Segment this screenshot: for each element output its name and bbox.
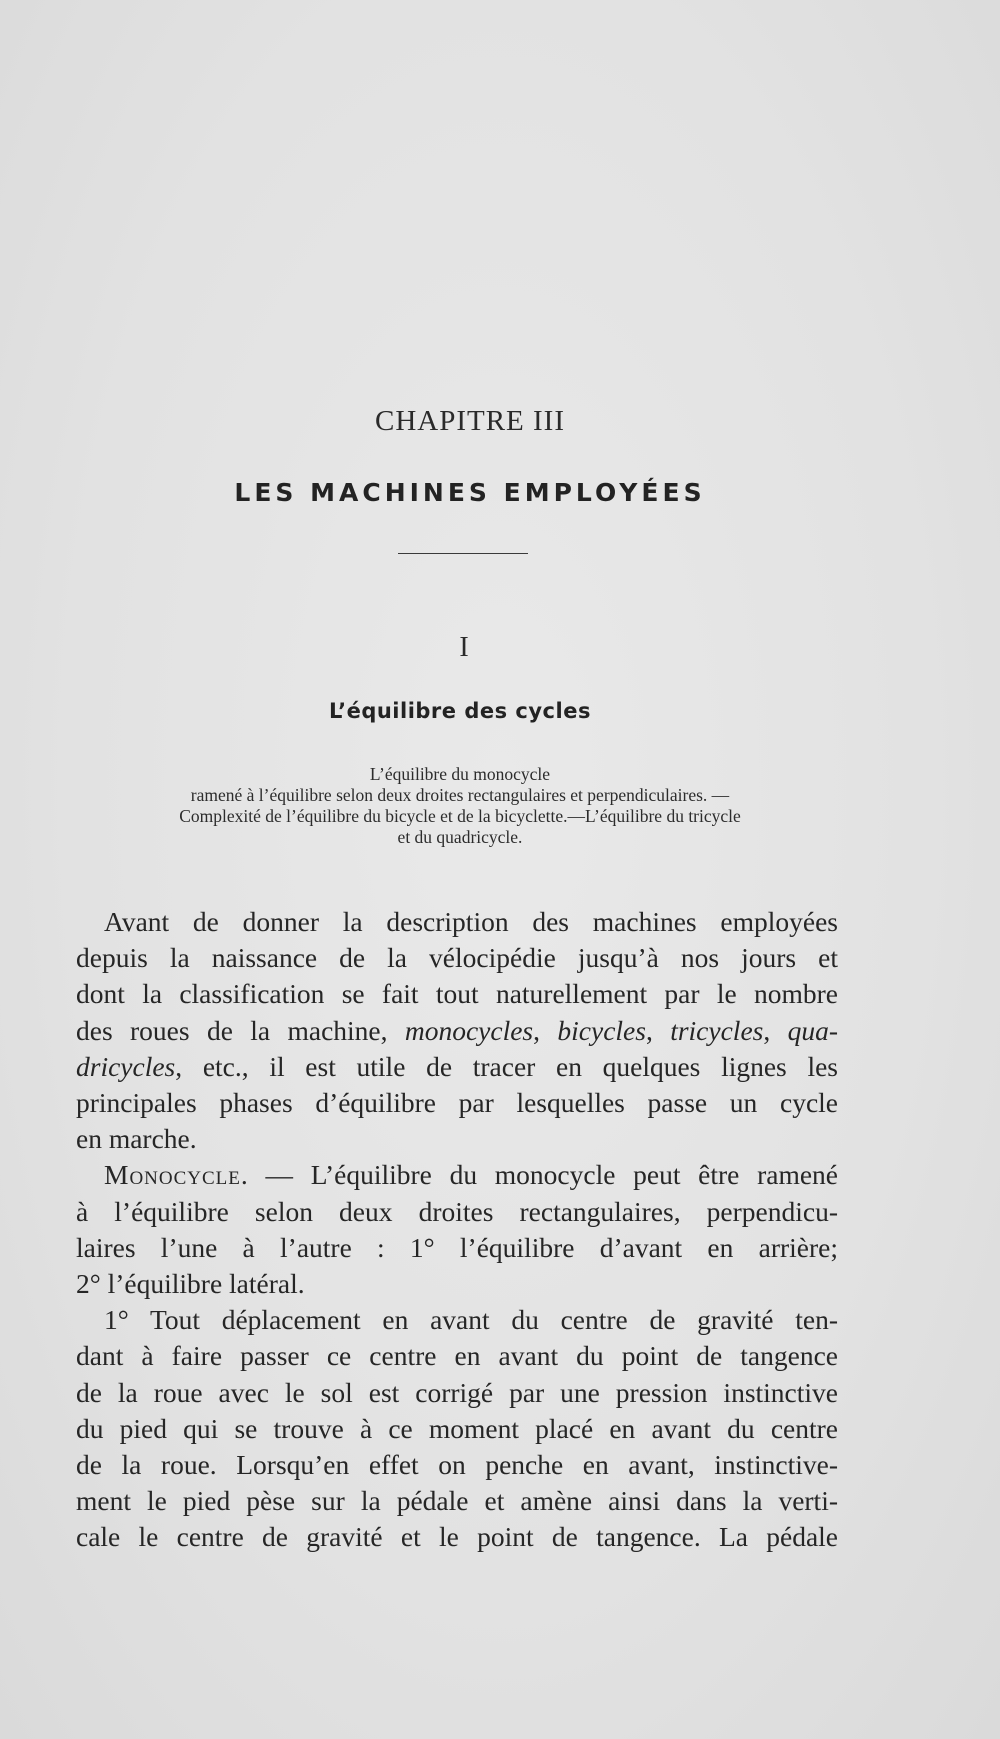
text-line: dont la classification se fait tout naturellement par le nombre <box>76 978 838 1010</box>
summary-line: Complexité de l’équilibre du bicycle et de la bicyclette.—L’équilibre du tricycle <box>179 806 741 826</box>
text-line: du pied qui se trouve à ce moment placé en avant du centre <box>76 1412 838 1444</box>
text-line: principales phases d’équilibre par lesquelles passe un cycle <box>76 1087 838 1119</box>
title-divider <box>398 553 528 554</box>
text-line: depuis la naissance de la vélocipédie jusqu’à nos jours et <box>76 942 838 974</box>
text-line: de la roue avec le sol est corrigé par une pression instinctive <box>76 1376 838 1408</box>
summary-line: L’équilibre du monocycle <box>369 764 551 784</box>
text-line: des roues de la machine, monocycles, bicycles, tricycles, qua- <box>76 1014 839 1046</box>
text-line: ment le pied pèse sur la pédale et amène ainsi dans la verti- <box>76 1485 838 1517</box>
text-line: 2° l’équilibre latéral. <box>76 1268 305 1300</box>
text-line: dricycles, etc., il est utile de tracer en quelques lignes les <box>76 1050 838 1082</box>
chapter-label: CHAPITRE III <box>374 405 565 437</box>
text-line: Avant de donner la description des machines employées <box>104 906 838 937</box>
section-summary <box>100 764 820 848</box>
section-title: L’équilibre des cycles <box>329 699 591 723</box>
summary-line: et du quadricycle. <box>397 827 523 847</box>
text-line: de la roue. Lorsqu’en effet on penche en avant, instinctive- <box>76 1449 838 1481</box>
text-line: dant à faire passer ce centre en avant du point de tangence <box>76 1340 838 1372</box>
text-line: à l’équilibre selon deux droites rectangulaires, perpendicu- <box>76 1195 838 1227</box>
run-in-heading: Monocycle <box>104 1159 241 1191</box>
body-text <box>76 904 838 1556</box>
text-line: Monocycle. — L’équilibre du monocycle peut être ramené <box>104 1159 838 1191</box>
text-line: cale le centre de gravité et le point de tangence. La pédale <box>76 1521 838 1553</box>
chapter-title: LES MACHINES EMPLOYÉES <box>234 478 706 507</box>
section-number: I <box>459 632 469 663</box>
summary-line: ramené à l’équilibre selon deux droites rectangulaires et perpendiculaires. — <box>190 785 730 805</box>
text-line: 1° Tout déplacement en avant du centre de gravité ten- <box>104 1304 838 1336</box>
text-line: en marche. <box>76 1123 197 1155</box>
text-line: laires l’une à l’autre : 1° l’équilibre d’avant en arrière; <box>76 1231 838 1263</box>
